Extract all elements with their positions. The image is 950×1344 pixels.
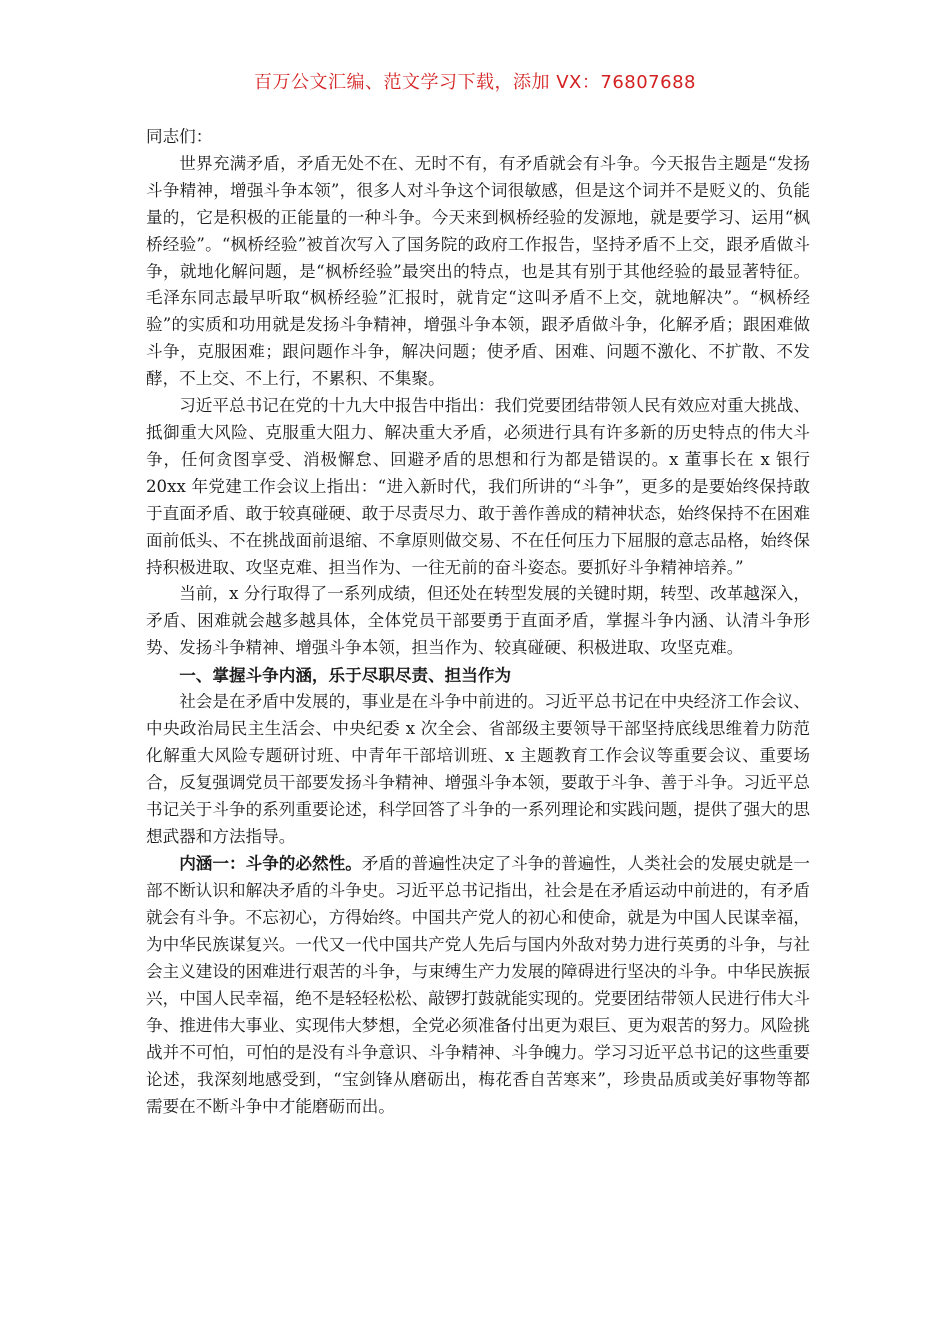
section-heading-1: 一、掌握斗争内涵，乐于尽职尽责、担当作为 xyxy=(179,665,512,686)
watermark-banner: 百万公文汇编、范文学习下载，添加 VX：76807688 xyxy=(254,72,696,93)
connotation-1-lead: 内涵一：斗争的必然性。 xyxy=(179,853,362,874)
document-body xyxy=(146,124,810,1121)
paragraph-society: 社会是在矛盾中发展的，事业是在斗争中前进的。习近平总书记在中央经济工作会议、中央政治局民主生活会、中央纪委 x 次全会、省部级主要领导干部坚持底线思维着力防范化解重大风险专题研讨班、中青年干部培训班、x 主题教育工作会议等重要会议、重要场合，反复强调党员干部要发扬斗争精神、增强斗争本领，要敢于斗争、善于斗争。习近平总书记关于斗争的系列重要论述，科学回答了斗争的一系列理论和实践问题，提供了强大的思想武器和方法指导。 xyxy=(146,692,810,846)
salutation: 同志们： xyxy=(146,127,213,146)
paragraph-intro: 世界充满矛盾，矛盾无处不在、无时不有，有矛盾就会有斗争。今天报告主题是“发扬斗争精神，增强斗争本领”，很多人对斗争这个词很敏感，但是这个词并不是贬义的、负能量的，它是积极的正能量的一种斗争。今天来到枫桥经验的发源地，就是要学习、运用“枫桥经验”。“枫桥经验”被首次写入了国务院的政府工作报告，坚持矛盾不上交，跟矛盾做斗争，就地化解问题，是“枫桥经验”最突出的特点，也是其有别于其他经验的最显著特征。毛泽东同志最早听取“枫桥经验”汇报时，就肯定“这叫矛盾不上交，就地解决”。“枫桥经验”的实质和功用就是发扬斗争精神，增强斗争本领，跟矛盾做斗争，化解矛盾；跟困难做斗争，克服困难；跟问题作斗争，解决问题；使矛盾、困难、问题不激化、不扩散、不发酵，不上交、不上行，不累积、不集聚。 xyxy=(146,153,810,389)
paragraph-current-state: 当前，x 分行取得了一系列成绩，但还处在转型发展的关键时期，转型、改革越深入，矛盾、困难就会越多越具体，全体党员干部要勇于直面矛盾，掌握斗争内涵、认清斗争形势、发扬斗争精神、增强斗争本领，担当作为、较真碰硬、积极进取、攻坚克难。 xyxy=(146,584,810,658)
connotation-1-text: 矛盾的普遍性决定了斗争的普遍性，人类社会的发展史就是一部不断认识和解决矛盾的斗争史。习近平总书记指出，社会是在矛盾运动中前进的，有矛盾就会有斗争。不忘初心，方得始终。中国共产党人的初心和使命，就是为中国人民谋幸福，为中华民族谋复兴。一代又一代中国共产党人先后与国内外敌对势力进行英勇的斗争，与社会主义建设的困难进行艰苦的斗争，与束缚生产力发展的障碍进行坚决的斗争。中华民族振兴，中国人民幸福，绝不是轻轻松松、敲锣打鼓就能实现的。党要团结带领人民进行伟大斗争、推进伟大事业、实现伟大梦想，全党必须准备付出更为艰巨、更为艰苦的努力。风险挑战并不可怕，可怕的是没有斗争意识、斗争精神、斗争魄力。学习习近平总书记的这些重要论述，我深刻地感受到，“宝剑锋从磨砺出，梅花香自苦寒来”，珍贵品质或美好事物等都需要在不断斗争中才能磨砺而出。 xyxy=(146,854,811,1116)
paragraph-quote: 习近平总书记在党的十九大中报告中指出：我们党要团结带领人民有效应对重大挑战、抵御重大风险、克服重大阻力、解决重大矛盾，必须进行具有许多新的历史特点的伟大斗争，任何贪图享受、消极懈怠、回避矛盾的思想和行为都是错误的。x 董事长在 x 银行 20xx 年党建工作会议上指出：“进入新时代，我们所讲的“斗争”，更多的是要始终保持敢于直面矛盾、敢于较真碰硬、敢于尽责尽力、敢于善作善成的精神状态，始终保持不在困难面前低头、不在挑战面前退缩、不拿原则做交易、不在任何压力下屈服的意志品格，始终保持积极进取、攻坚克难、担当作为、一往无前的奋斗姿态。要抓好斗争精神培养。” xyxy=(146,396,810,577)
paragraph-connotation-1 xyxy=(146,850,810,1120)
